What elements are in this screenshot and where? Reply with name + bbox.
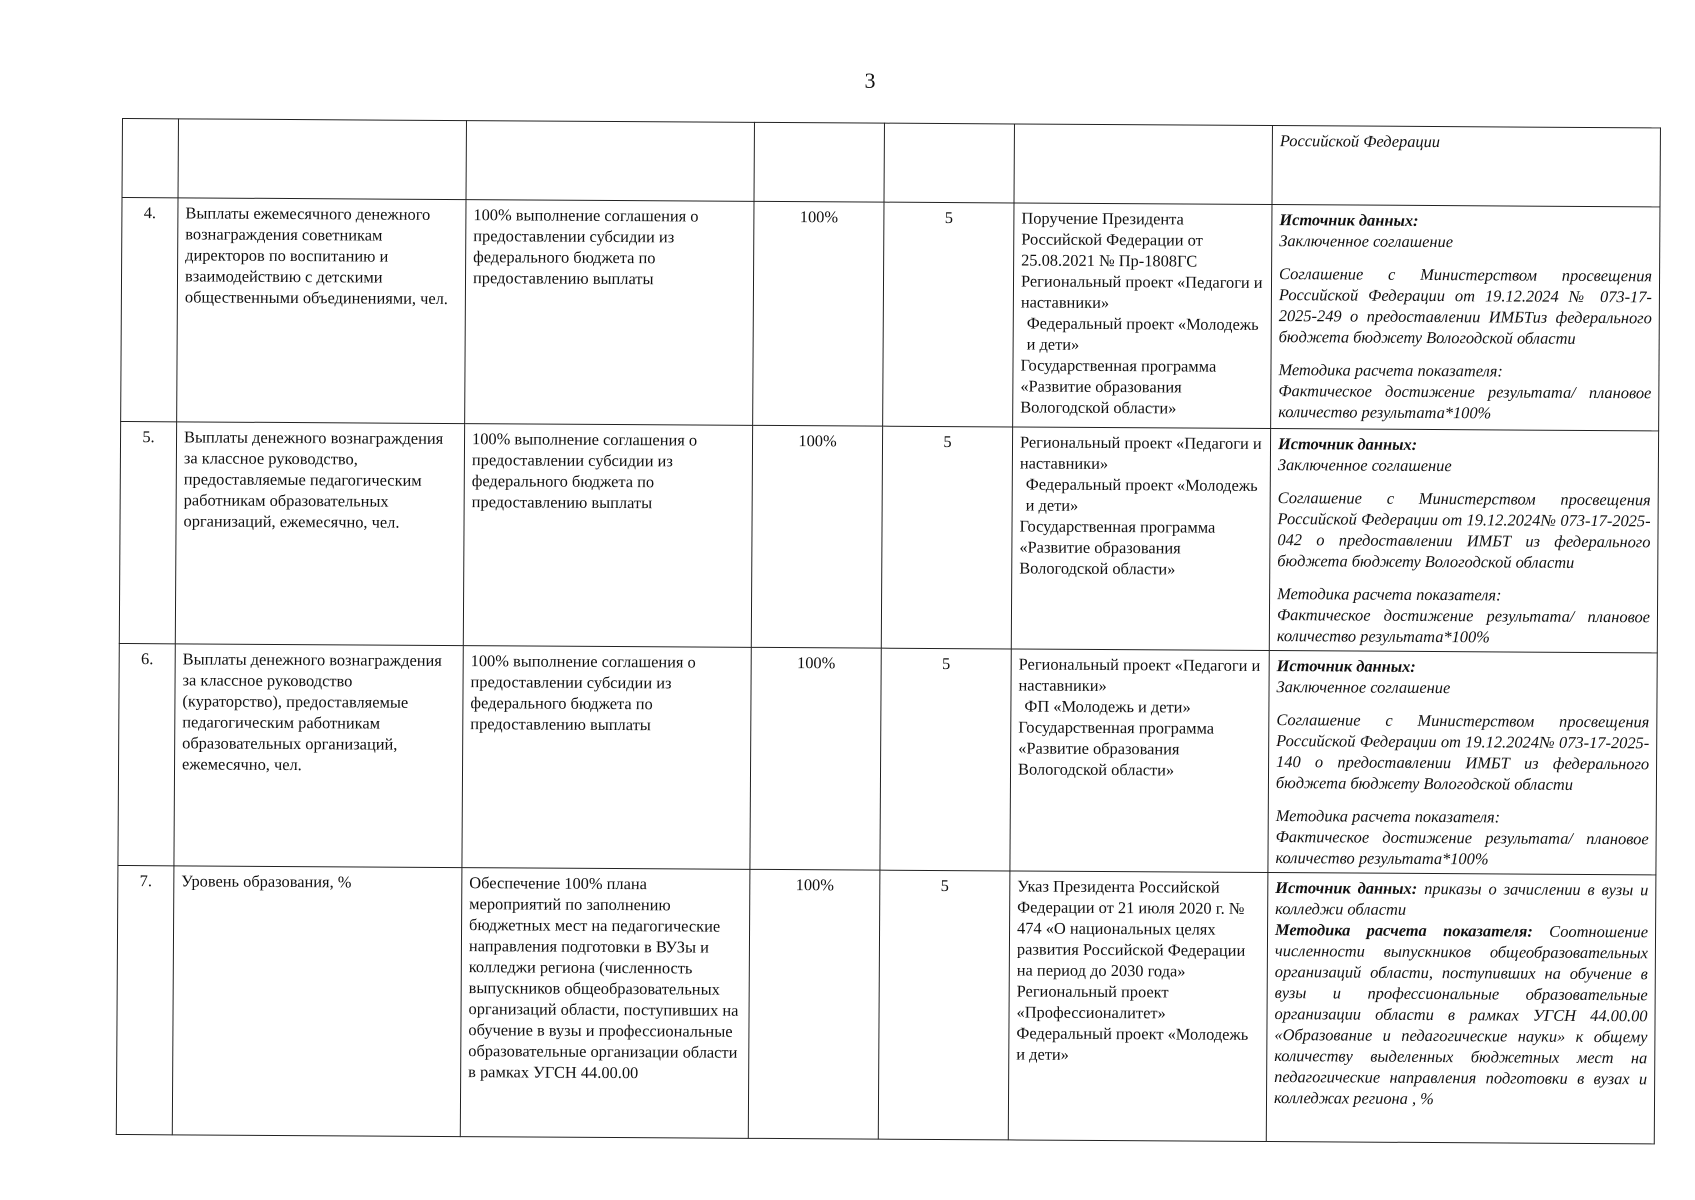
criteria-cell: [466, 121, 754, 202]
source-cell: [1269, 429, 1658, 653]
basis-line: Государственная программа «Развитие образования Вологодской области»: [1017, 717, 1215, 780]
basis-cell: [1010, 649, 1269, 873]
basis-line: Государственная программа «Развитие образования Вологодской области»: [1020, 355, 1217, 418]
method-label: Методика расчета показателя:: [1277, 584, 1502, 605]
points-value: 5: [883, 202, 1014, 427]
row-number: 5.: [119, 421, 176, 643]
row-number: 7.: [116, 865, 174, 1134]
target-value: 100%: [748, 869, 880, 1139]
basis-line: Федеральный проект «Молодежь и дети»: [1026, 313, 1259, 354]
agreement-text: Соглашение с Министерством просвещения Российской Федерации от 19.12.2024№ 073-17-2025-140 о предоставлении ИМБТ из федерального бюджета бюджету Вологодской области: [1275, 710, 1650, 794]
table-row: [121, 198, 1660, 431]
source-cell: [1266, 873, 1656, 1144]
basis-line: Региональный проект «Педагоги и наставники»: [1020, 271, 1263, 313]
source-label: Источник данных:: [1275, 878, 1418, 898]
row-number: 6.: [118, 643, 175, 865]
basis-line: Региональный проект «Педагоги и наставники»: [1018, 654, 1261, 696]
method-text: Соотношение численности выпускников общеобразовательных организаций области, поступивших на обучение в вузы и профессиональные образовательные организации области в рамках УГСН 44.00.00 «Образование и педагогические науки» к общему количеству выделенных бюджетных мест на педагогические направления подготовки в вузах и колледжах региона , %: [1273, 921, 1649, 1109]
criteria-text: 100% выполнение соглашения о предоставлении субсидии из федерального бюджета по предоставлению выплаты: [463, 424, 752, 648]
source-text: приказы о зачислении в вузы и колледжи области: [1275, 878, 1649, 919]
target-cell: [754, 122, 884, 202]
indicator-name: Выплаты денежного вознаграждения за классное руководство, предоставляемые педагогическим работникам образовательных организаций, ежемесячно, чел.: [175, 422, 464, 646]
table-row: [119, 421, 1658, 652]
indicators-table: [116, 118, 1661, 1144]
method-text: Фактическое достижение результата/ плановое количество результата*100%: [1278, 381, 1652, 423]
source-label: Источник данных:: [1276, 656, 1416, 676]
basis-line: Указ Президента Российской Федерации от 21 июля 2020 г. № 474 «О национальных целях развития Российской Федерации на период до 2030 года»: [1016, 876, 1246, 981]
indicator-name: Выплаты денежного вознаграждения за классное руководство (кураторство), предоставляемые педагогическим работникам образовательных организаций, ежемесячно, чел.: [174, 644, 463, 868]
basis-cell: [1013, 203, 1272, 429]
source-text: Заключенное соглашение: [1276, 677, 1451, 698]
target-value: 100%: [750, 647, 881, 870]
method-text: Фактическое достижение результата/ плановое количество результата*100%: [1276, 605, 1651, 647]
indicator-name: Уровень образования, %: [172, 866, 462, 1137]
basis-cell: [1008, 871, 1268, 1142]
basis-cell: [1014, 124, 1272, 205]
criteria-text: 100% выполнение соглашения о предоставлении субсидии из федерального бюджета по предоставлению выплаты: [465, 200, 754, 426]
basis-line: Региональный проект «Педагоги и наставники»: [1019, 432, 1262, 474]
method-text: Фактическое достижение результата/ плановое количество результата*100%: [1275, 827, 1649, 869]
basis-line: Поручение Президента Российской Федерации от 25.08.2021 № Пр-1808ГС: [1021, 208, 1203, 271]
basis-cell: [1011, 427, 1270, 651]
method-label: Методика расчета показателя:: [1275, 806, 1501, 827]
method-label: Методика расчета показателя:: [1278, 360, 1503, 381]
table-row-continuation: [122, 119, 1660, 207]
source-cell: [1268, 651, 1657, 875]
basis-line: Федеральный проект «Молодежь и дети»: [1016, 1023, 1249, 1064]
source-cell: [1271, 205, 1660, 431]
table-row: [118, 643, 1657, 874]
target-value: 100%: [751, 425, 882, 648]
source-label: Источник данных:: [1279, 210, 1419, 230]
source-label: Источник данных:: [1277, 434, 1418, 454]
source-text: Заключенное соглашение: [1279, 231, 1454, 252]
source-text: Заключенное соглашение: [1277, 455, 1452, 476]
criteria-text: 100% выполнение соглашения о предоставлении субсидии из федерального бюджета по предоставлению выплаты: [462, 646, 751, 870]
source-cell: [1272, 126, 1660, 207]
table-row: [116, 865, 1656, 1143]
target-value: 100%: [753, 201, 884, 426]
row-number: 4.: [121, 198, 178, 422]
points-value: 5: [880, 648, 1011, 871]
basis-line: Федеральный проект «Молодежь и дети»: [1025, 474, 1258, 515]
points-value: 5: [878, 870, 1010, 1140]
points-value: 5: [881, 426, 1012, 649]
continuation-text: Российской Федерации: [1279, 131, 1441, 152]
agreement-text: Соглашение с Министерством просвещения Российской Федерации от 19.12.2024№ 073-17-2025-042 о предоставлении ИМБТ из федерального бюджета бюджету Вологодской области: [1277, 488, 1651, 572]
points-cell: [884, 123, 1014, 203]
basis-line: ФП «Молодежь и дети»: [1024, 696, 1191, 717]
basis-line: Региональный проект «Профессионалитет»: [1016, 981, 1169, 1023]
indicator-name: Выплаты ежемесячного денежного вознаграждения советникам директоров по воспитанию и взаимодействию с детскими общественными объединениями, чел.: [177, 198, 466, 424]
basis-line: Государственная программа «Развитие образования Вологодской области»: [1019, 516, 1216, 579]
num-cell: [122, 119, 178, 198]
criteria-text: Обеспечение 100% плана мероприятий по заполнению бюджетных мест на педагогические направления подготовки в ВУЗы и колледжи региона (численность выпускников общеобразовательных организаций области, поступивших на обучение в вузы и профессиональные образовательные организации области в рамках УГСН 44.00.00: [460, 868, 750, 1139]
indicator-cell: [178, 119, 466, 200]
page-number: 3: [864, 68, 876, 93]
agreement-text: Соглашение с Министерством просвещения Российской Федерации от 19.12.2024 № 073-17-2025-249 о предоставлении ИМБТиз федерального бюджета бюджету Вологодской области: [1278, 264, 1653, 348]
method-label: Методика расчета показателя:: [1275, 920, 1533, 941]
